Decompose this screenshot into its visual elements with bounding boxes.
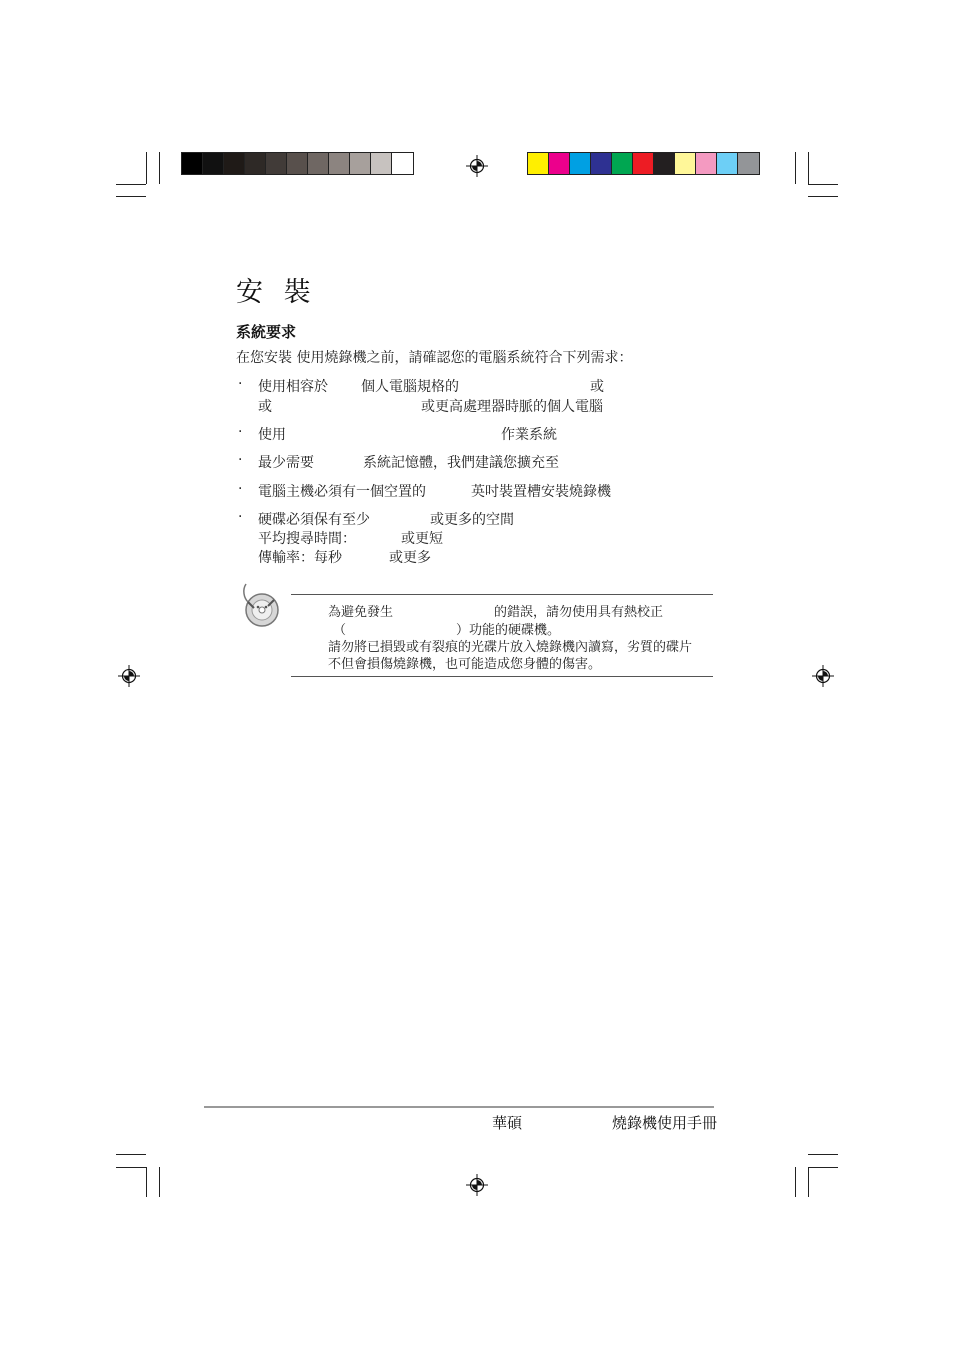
crop-mark — [808, 1154, 838, 1155]
note-bottom-rule — [291, 676, 713, 677]
bullet: · — [238, 424, 243, 440]
color-swatch — [350, 153, 371, 174]
requirement-text: 或 — [590, 379, 604, 395]
color-swatch — [266, 153, 287, 174]
color-swatch — [182, 153, 203, 174]
bullet: · — [238, 509, 243, 525]
color-swatch — [738, 153, 759, 174]
crop-mark — [159, 152, 160, 184]
requirement-text: 英吋裝置槽安裝燒錄機 — [471, 484, 611, 500]
requirement-text: 使用相容於 — [258, 379, 328, 395]
page-title: 安 裝 — [236, 277, 317, 308]
footer-rule — [204, 1106, 714, 1108]
color-swatch — [308, 153, 329, 174]
color-swatch — [591, 153, 612, 174]
note-text: 的錯誤，請勿使用具有熱校正 — [494, 605, 664, 620]
crop-mark — [795, 152, 796, 184]
requirement-text: 或更高處理器時脈的個人電腦 — [421, 399, 603, 415]
crop-mark — [795, 1167, 796, 1197]
crop-mark — [808, 184, 838, 185]
crop-mark — [116, 184, 146, 185]
requirement-text: 作業系統 — [501, 427, 557, 443]
note-text: （ — [333, 623, 347, 638]
color-swatch — [392, 153, 413, 174]
color-swatch — [612, 153, 633, 174]
disc-note-icon — [238, 580, 282, 630]
color-swatch — [329, 153, 350, 174]
crop-mark — [808, 152, 809, 184]
requirement-text: 電腦主機必須有一個空置的 — [258, 484, 426, 500]
crop-mark — [146, 1167, 147, 1197]
bullet: · — [238, 481, 243, 497]
color-swatch — [654, 153, 675, 174]
note-text: 不但會損傷燒錄機，也可能造成您身體的傷害。 — [328, 657, 602, 672]
color-swatch — [203, 153, 224, 174]
bullet: · — [238, 452, 243, 468]
registration-mark-icon — [466, 1174, 488, 1196]
note-text: 為避免發生 — [328, 605, 394, 620]
crop-mark — [116, 1167, 146, 1168]
gray-color-bar — [181, 152, 414, 175]
crop-mark — [116, 196, 146, 197]
requirement-text: 或更短 — [401, 531, 443, 547]
requirement-text: 平均搜尋時間： — [258, 531, 356, 547]
crop-mark — [146, 152, 147, 184]
crop-mark — [159, 1167, 160, 1197]
color-swatch — [245, 153, 266, 174]
color-swatch — [675, 153, 696, 174]
footer-brand: 華碩 — [492, 1114, 523, 1132]
color-swatch — [696, 153, 717, 174]
requirement-text: 或更多的空間 — [430, 512, 514, 528]
requirement-text: 或 — [258, 399, 272, 415]
crop-mark — [808, 1167, 809, 1197]
color-swatch — [633, 153, 654, 174]
color-swatch — [717, 153, 738, 174]
requirement-text: 系統記憶體，我們建議您擴充至 — [363, 455, 559, 471]
requirement-text: 個人電腦規格的 — [361, 379, 459, 395]
color-swatch — [549, 153, 570, 174]
crop-mark — [116, 1154, 146, 1155]
requirement-text: 傳輸率：每秒 — [258, 550, 342, 566]
requirement-text: 或更多 — [389, 550, 431, 566]
intro-text: 在您安裝 使用燒錄機之前，請確認您的電腦系統符合下列需求： — [236, 350, 633, 366]
color-swatch — [287, 153, 308, 174]
bullet: · — [238, 376, 243, 392]
crop-mark — [808, 196, 838, 197]
registration-mark-icon — [466, 155, 488, 177]
registration-mark-icon — [118, 665, 140, 687]
requirement-text: 最少需要 — [258, 455, 314, 471]
note-text: 請勿將已損毀或有裂痕的光碟片放入燒錄機內讀寫，劣質的碟片 — [328, 640, 693, 655]
requirement-text: 硬碟必須保有至少 — [258, 512, 370, 528]
note-text: ）功能的硬碟機。 — [456, 623, 561, 638]
color-swatch — [570, 153, 591, 174]
registration-mark-icon — [812, 665, 834, 687]
color-swatch — [528, 153, 549, 174]
requirement-text: 使用 — [258, 427, 286, 443]
cmyk-color-bar — [527, 152, 760, 175]
color-swatch — [224, 153, 245, 174]
footer-manual-title: 燒錄機使用手冊 — [612, 1114, 718, 1132]
section-heading: 系統要求 — [236, 323, 297, 341]
note-top-rule — [291, 594, 713, 595]
color-swatch — [371, 153, 392, 174]
crop-mark — [808, 1167, 838, 1168]
